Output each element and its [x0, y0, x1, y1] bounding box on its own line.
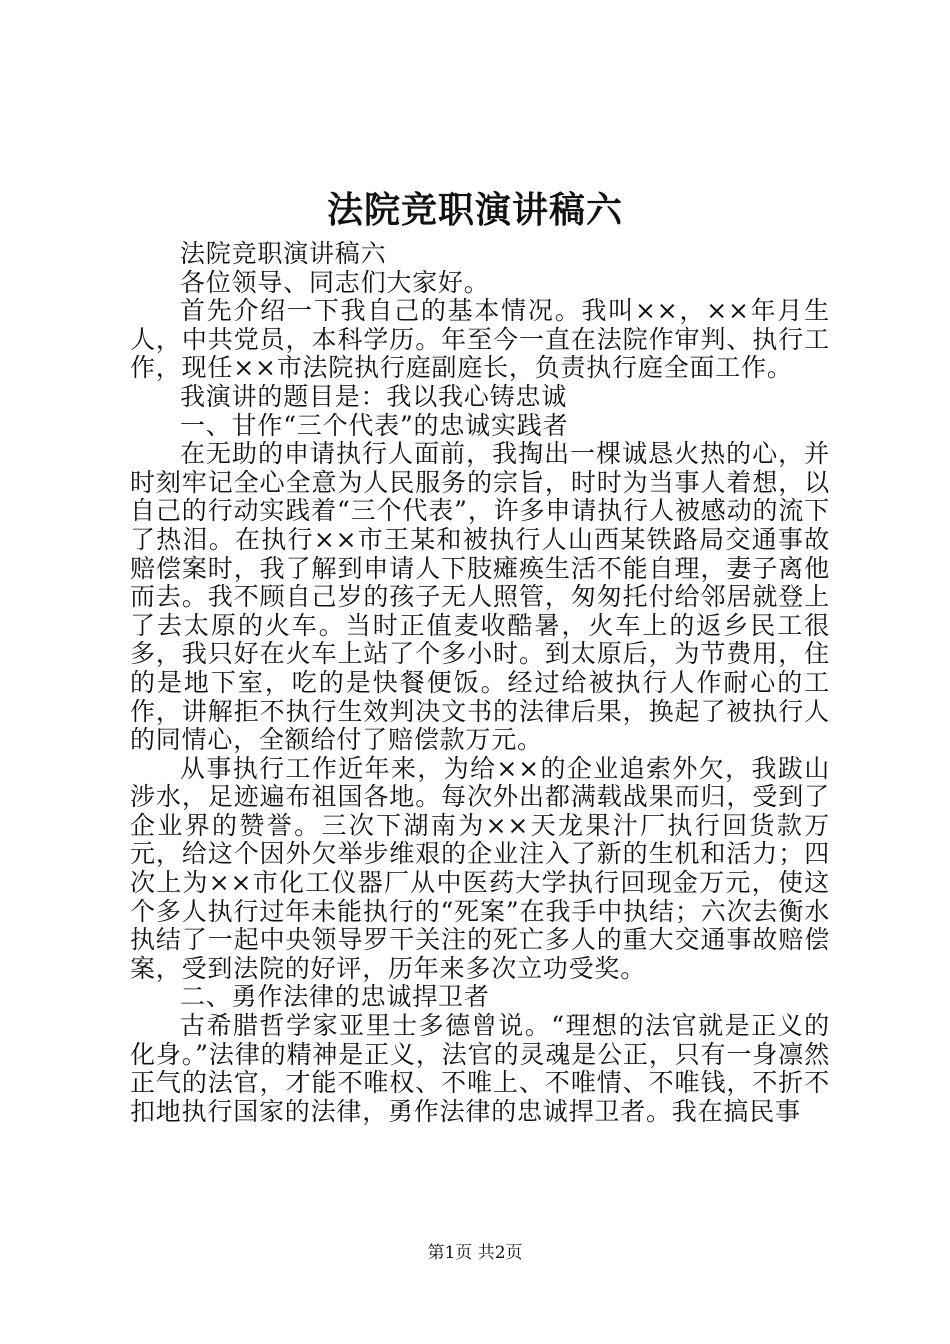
paragraph-body-2: 从事执行工作近年来，为给××的企业追索外欠，我跋山涉水，足迹遍布祖国各地。每次外出都满载战果而归，受到了企业界的赞誉。三次下湖南为××天龙果汁厂执行回货款万元，给这个因外欠举步维艰的企业注入了新的生机和活力；四次上为××市化工仪器厂从中医药大学执行回现金万元，使这个多人执行过年未能执行的“死案”在我手中执结；六次去衡水执结了一起中央领导罗干关注的死亡多人的重大交通事故赔偿案，受到法院的好评，历年来多次立功受奖。 [130, 753, 830, 983]
document-title: 法院竞职演讲稿六 [326, 189, 623, 231]
paragraph-body-1: 在无助的申请执行人面前，我掏出一棵诚恳火热的心，并时刻牢记全心全意为人民服务的宗旨，时时为当事人着想，以自己的行动实践着“三个代表”，许多申请执行人被感动的流下了热泪。在执行××市王某和被执行人山西某铁路局交通事故赔偿案时，我了解到申请人下肢瘫痪生活不能自理，妻子离他而去。我不顾自己岁的孩子无人照管，匆匆托付给邻居就登上了去太原的火车。当时正值麦收酷暑，火车上的返乡民工很多，我只好在火车上站了个多小时。到太原后，为节费用，住的是地下室，吃的是快餐便饭。经过给被执行人作耐心的工作，讲解拒不执行生效判决文书的法律后果，换起了被执行人的同情心，全额给付了赔偿款万元。 [130, 439, 830, 755]
paragraph-subtitle: 法院竞职演讲稿六 [180, 239, 387, 268]
paragraph-greeting: 各位领导、同志们大家好。 [180, 267, 490, 297]
document-body [130, 240, 830, 1126]
page-footer: 第1页 共2页 [427, 1243, 523, 1263]
paragraph-introduction: 首先介绍一下我自己的基本情况。我叫××，××年月生人，中共党员，本科学历。年至今一直在法院作审判、执行工作，现任××市法院执行庭副庭长，负责执行庭全面工作。 [130, 296, 830, 383]
section-heading-1: 一、甘作“三个代表”的忠诚实践者 [180, 410, 569, 440]
paragraph-body-3: 古希腊哲学家亚里士多德曾说。“理想的法官就是正义的化身。”法律的精神是正义，法官的灵魂是公正，只有一身凛然正气的法官，才能不唯权、不唯上、不唯情、不唯钱，不折不扣地执行国家的法律，勇作法律的忠诚捍卫者。我在搞民事 [130, 1011, 830, 1126]
paragraph-speech-topic: 我演讲的题目是：我以我心铸忠诚 [180, 381, 568, 411]
section-heading-2: 二、勇作法律的忠诚捍卫者 [180, 982, 490, 1012]
